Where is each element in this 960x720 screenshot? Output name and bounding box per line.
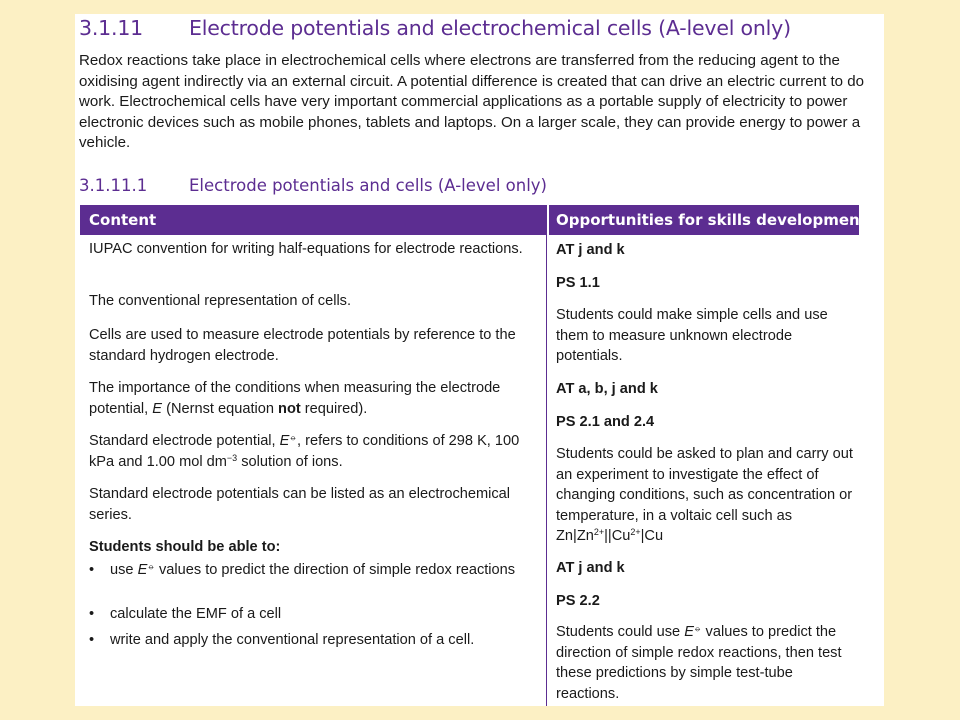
opp-ps-1: PS 1.1 <box>556 275 600 291</box>
cell-cu: |Cu <box>640 528 664 544</box>
bullet-3: write and apply the conventional representation of a cell. <box>110 632 475 648</box>
b1-pre: use <box>110 562 138 578</box>
table-header <box>80 205 867 235</box>
sp-post: solution of ions. <box>237 453 343 470</box>
bullet-1-marker: • <box>89 562 95 578</box>
opp-text-2 <box>556 444 856 547</box>
op3-var: E <box>684 624 694 640</box>
cell-cu-ion: ||Cu <box>604 528 631 544</box>
conditions-var: E <box>152 400 163 417</box>
opp-at-2: AT a, b, j and k <box>556 381 658 397</box>
op3-pre: Students could use <box>556 624 685 640</box>
bullet-1 <box>110 560 540 581</box>
sp-pre: Standard electrode potential, <box>89 433 280 449</box>
cell-zn: Zn|Zn <box>556 528 594 544</box>
conditions-not: not <box>278 400 301 417</box>
cell-cu-charge: 2+ <box>630 527 641 537</box>
header-opportunities: Opportunities for skills development <box>556 211 867 229</box>
column-divider <box>546 235 547 706</box>
subsection-title: Electrode potentials and cells (A-level only) <box>189 176 547 195</box>
sp-mid: , refers to conditions of 298 K, 100 kPa and 1.00 mol dm <box>89 433 520 470</box>
b1-post: values to predict the direction of simple redox reactions <box>154 562 516 578</box>
conditions-pre: The importance of the conditions when measuring the electrode potential, <box>89 380 501 417</box>
section-title: Electrode potentials and electrochemical cells (A-level only) <box>189 16 791 40</box>
b1-var: E <box>137 562 148 578</box>
sp-unit-sup: −3 <box>226 452 238 463</box>
op3-post: values to predict the direction of simple redox reactions, then test these predictions by simple test-tube reactions. <box>556 624 842 702</box>
opp-text-3 <box>556 622 856 704</box>
opp-text-1: Students could make simple cells and use them to measure unknown electrode potentials. <box>556 307 828 364</box>
sp-standard-symbol: ⦵ <box>289 432 297 442</box>
header-content: Content <box>89 211 157 229</box>
subsection-heading <box>79 176 547 195</box>
opp-at-3: AT j and k <box>556 560 625 576</box>
sp-var: E <box>279 433 290 449</box>
header-divider <box>547 205 549 235</box>
op3-standard-symbol: ⦵ <box>693 623 702 633</box>
cell-zn-charge: 2+ <box>593 527 605 537</box>
content-she: Cells are used to measure electrode potentials by reference to the standard hydrogen electrode. <box>89 327 516 364</box>
content-conditions <box>89 378 539 419</box>
bullet-2-marker: • <box>89 606 95 622</box>
section-intro: Redox reactions take place in electrochemical cells where electrons are transferred from the reducing agent to the oxidising agent indirectly via an external circuit. A potential difference is created that can drive an electric current to do work. Electrochemical cells have very important commercial applications as a portable supply of electricity to power electronic devices such as mobile phones, tablets and laptops. On a larger scale, they can provide energy to power a vehicle. <box>79 52 865 152</box>
subsection-number: 3.1.11.1 <box>79 176 148 195</box>
opp-at-1: AT j and k <box>556 242 625 258</box>
opp-ps-2: PS 2.1 and 2.4 <box>556 414 655 430</box>
bullet-3-marker: • <box>89 632 95 648</box>
bullet-2: calculate the EMF of a cell <box>110 606 282 622</box>
conditions-mid: (Nernst equation <box>162 400 279 417</box>
content-standard-potential <box>89 431 539 472</box>
content-iupac: IUPAC convention for writing half-equations for electrode reactions. <box>89 241 523 257</box>
section-number: 3.1.11 <box>79 16 144 40</box>
b1-standard-symbol: ⦵ <box>147 561 155 571</box>
op2-body: Students could be asked to plan and carry out an experiment to investigate the effect of changing conditions, such as concentration or temperature, in a voltaic cell such as <box>556 446 853 524</box>
content-series: Standard electrode potentials can be listed as an electrochemical series. <box>89 486 511 523</box>
content-conventional: The conventional representation of cells. <box>89 293 352 309</box>
opp-ps-3: PS 2.2 <box>556 593 600 609</box>
students-heading: Students should be able to: <box>89 539 281 555</box>
section-heading <box>79 16 791 40</box>
document-page <box>75 14 884 706</box>
conditions-post: required). <box>300 400 368 417</box>
